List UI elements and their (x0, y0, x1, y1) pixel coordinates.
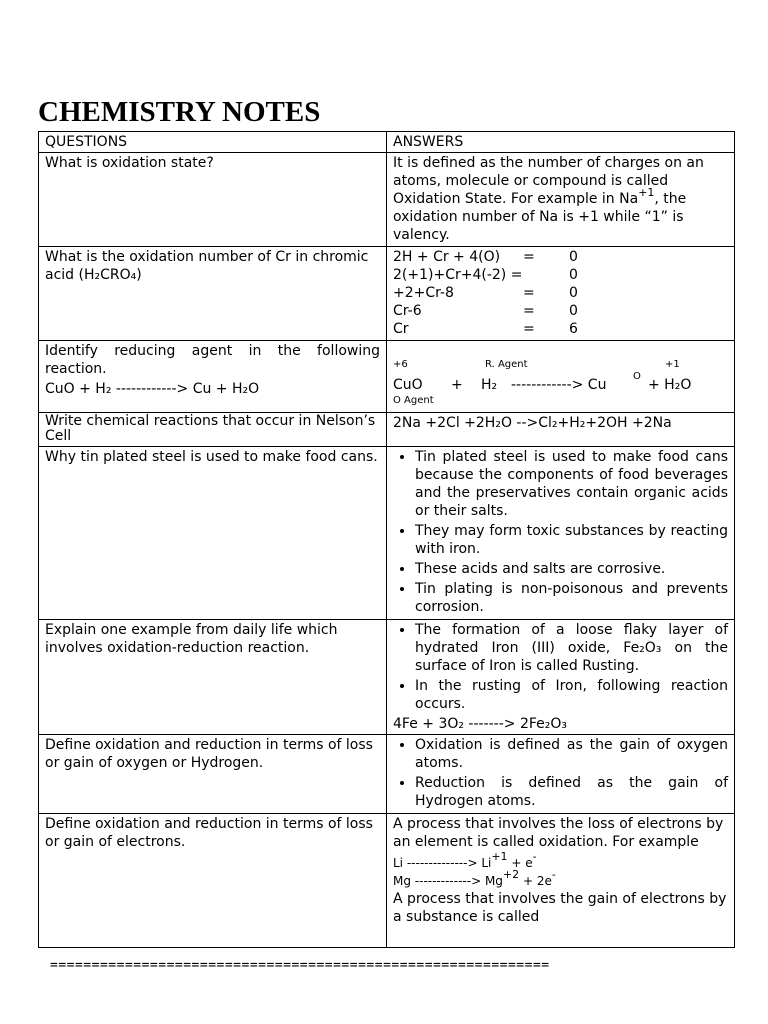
table-row (39, 447, 735, 620)
question-cell: What is oxidation state? (39, 153, 387, 247)
reaction-term: + (451, 377, 463, 393)
calc-line: 2(+1)+Cr+4(-2) = 0 (393, 267, 578, 283)
question-cell: Why tin plated steel is used to make food cans. (39, 447, 387, 620)
list-item: • They may form toxic substances by reacting with iron. (415, 522, 728, 558)
question-cell: Explain one example from daily life which involves oxidation-reduction reaction. (39, 620, 387, 735)
question-cell (39, 341, 387, 413)
list-item: • Tin plating is non-poisonous and prevents corrosion. (415, 580, 728, 616)
calc-line: +2+Cr-8 = 0 (393, 285, 578, 301)
reaction-equation: Mg -------------> $Mg^{+2} + 2e^-$ (393, 868, 556, 888)
oxidation-label: O (633, 371, 641, 382)
table-row (39, 814, 735, 948)
table-row (39, 620, 735, 735)
answer-cell (387, 153, 735, 247)
question-cell: Define oxidation and reduction in terms of loss or gain of oxygen or Hydrogen. (39, 735, 387, 814)
answer-cell: 2Na +2Cl +2H₂O -->Cl₂+H₂+2OH +2Na (387, 413, 735, 447)
list-item: • Reduction is defined as the gain of Hydrogen atoms. (415, 774, 728, 810)
reaction-equation: 4Fe + 3O₂ -------> 2Fe₂O₃ (393, 716, 568, 732)
table-row (39, 247, 735, 341)
question-cell: Write chemical reactions that occur in Nelson’s Cell (39, 413, 387, 447)
table-row (39, 153, 735, 247)
list-item: • In the rusting of Iron, following reaction occurs. (415, 677, 728, 713)
question-cell: Define oxidation and reduction in terms of loss or gain of electrons. (39, 814, 387, 948)
column-header-questions: QUESTIONS (39, 132, 387, 153)
answer-text: It is defined as the number of charges on an atoms, molecule or compound is called Oxidation State. For example in Na (393, 155, 704, 207)
answer-text: A process that involves the gain of electrons by a substance is called (393, 891, 727, 925)
answer-cell (387, 447, 735, 620)
notes-table (38, 131, 735, 948)
reaction-term: + H₂O (648, 377, 692, 393)
table-row (39, 413, 735, 447)
list-item: • The formation of a loose flaky layer of hydrated Iron (III) oxide, Fe₂O₃ on the surface of Iron is called Rusting. (415, 621, 728, 675)
answer-list (393, 621, 728, 713)
answer-text: , the oxidation number of Na is +1 while “1” is valency. (393, 191, 687, 243)
answer-cell (387, 620, 735, 735)
calc-line: Cr-6 = 0 (393, 303, 578, 319)
reducing-agent-label: R. Agent (485, 359, 528, 370)
oxidation-label: +6 (393, 359, 408, 370)
reaction-term: ------------> Cu (511, 377, 607, 393)
page-title: CHEMISTRY NOTES (38, 96, 321, 128)
reaction-equation: CuO + H₂ ------------> Cu + H₂O (45, 381, 260, 397)
calc-line: Cr = 6 (393, 321, 578, 337)
oxidizing-agent-label: O Agent (393, 395, 434, 406)
table-header-row (39, 132, 735, 153)
list-item: • Tin plated steel is used to make food cans because the components of food beverages and the preservatives contain organic acids or their salts. (415, 448, 728, 520)
calc-line: 2H + Cr + 4(O) = 0 (393, 249, 578, 265)
table-row (39, 735, 735, 814)
answer-text: A process that involves the loss of electrons by an element is called oxidation. For example (393, 816, 724, 850)
oxidation-label: +1 (665, 359, 680, 370)
answer-cell (387, 814, 735, 948)
list-item: • These acids and salts are corrosive. (415, 560, 728, 578)
reaction-term: CuO (393, 377, 423, 393)
answer-list (393, 736, 728, 810)
reaction-equation: Li --------------> $Li^{+1} + e^-$ (393, 850, 537, 870)
reaction-term: H₂ (481, 377, 498, 393)
footer-divider: ============================================================ (50, 958, 550, 973)
question-cell: What is the oxidation number of Cr in chromic acid (H₂CRO₄) (39, 247, 387, 341)
question-text: Identify reducing agent in the following reaction. (45, 343, 380, 377)
answer-cell (387, 247, 735, 341)
column-header-answers: ANSWERS (387, 132, 735, 153)
answer-list (393, 448, 728, 616)
list-item: • Oxidation is defined as the gain of oxygen atoms. (415, 736, 728, 772)
answer-cell (387, 735, 735, 814)
superscript: +1 (638, 186, 655, 199)
answer-cell (387, 341, 735, 413)
table-row (39, 341, 735, 413)
